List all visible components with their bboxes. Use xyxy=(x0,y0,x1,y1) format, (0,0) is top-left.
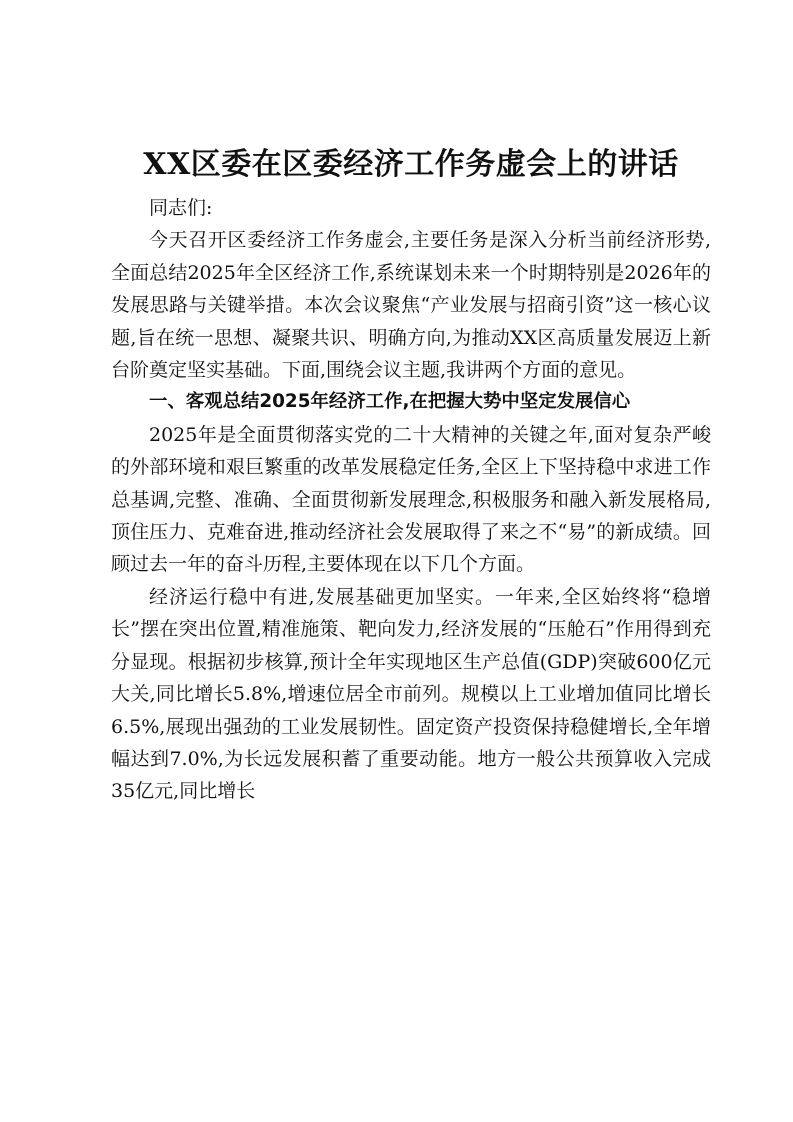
section-paragraph-1: 2025年是全面贯彻落实党的二十大精神的关键之年,面对复杂严峻的外部环境和艰巨繁重的改革发展稳定任务,全区上下坚持稳中求进工作总基调,完整、准确、全面贯彻新发展理念,积极服务和融入新发展格局,顶住压力、克难奋进,推动经济社会发展取得了来之不“易”的新成绩。回顾过去一年的奋斗历程,主要体现在以下几个方面。 xyxy=(111,423,711,576)
document-body xyxy=(111,138,711,808)
salutation: 同志们: xyxy=(149,197,213,219)
document-title: XX区委在区委经济工作务虚会上的讲话 xyxy=(143,147,679,182)
intro-paragraph: 今天召开区委经济工作务虚会,主要任务是深入分析当前经济形势,全面总结2025年全区经济工作,系统谋划未来一个时期特别是2026年的发展思路与关键举措。本次会议聚焦“产业发展与招商引资”这一核心议题,旨在统一思想、凝聚共识、明确方向,为推动XX区高质量发展迈上新台阶奠定坚实基础。下面,围绕会议主题,我讲两个方面的意见。 xyxy=(111,229,711,382)
section-paragraph-2: 经济运行稳中有进,发展基础更加坚实。一年来,全区始终将“稳增长”摆在突出位置,精准施策、靶向发力,经济发展的“压舱石”作用得到充分显现。根据初步核算,预计全年实现地区生产总值(GDP)突破600亿元大关,同比增长5.8%,增速位居全市前列。规模以上工业增加值同比增长6.5%,展现出强劲的工业发展韧性。固定资产投资保持稳健增长,全年增幅达到7.0%,为长远发展积蓄了重要动能。地方一般公共预算收入完成35亿元,同比增长 xyxy=(111,585,711,803)
section-heading: 一、客观总结2025年经济工作,在把握大势中坚定发展信心 xyxy=(149,391,631,413)
